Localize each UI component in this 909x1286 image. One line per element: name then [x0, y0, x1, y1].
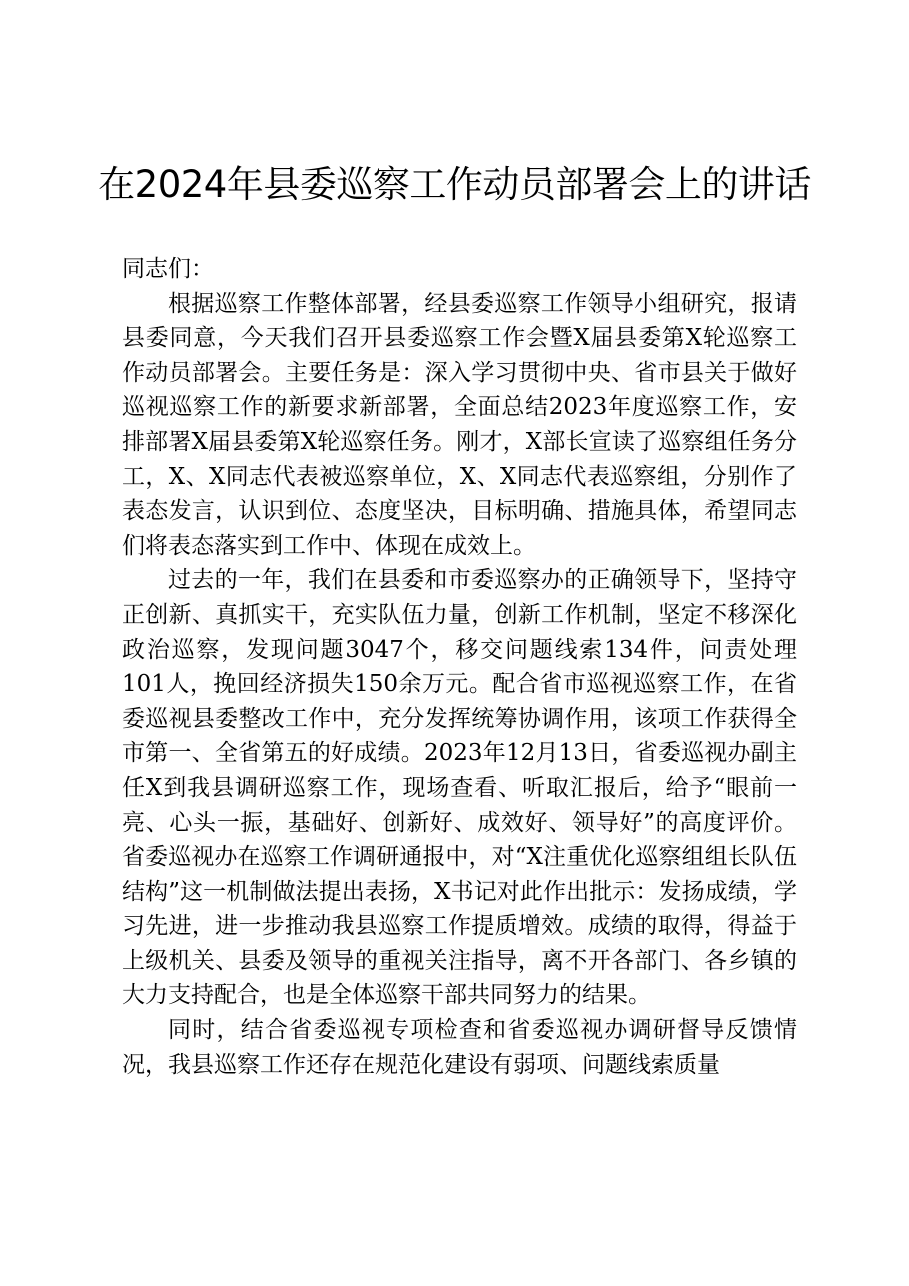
paragraph-3: 同时，结合省委巡视专项检查和省委巡视办调研督导反馈情况，我县巡察工作还存在规范化建设有弱项、问题线索质量: [122, 1017, 797, 1078]
document-body: [122, 252, 797, 1082]
paragraph-2: 过去的一年，我们在县委和市委巡察办的正确领导下，坚持守正创新、真抓实干，充实队伍力量，创新工作机制，坚定不移深化政治巡察，发现问题3047个，移交问题线索134件，问责处理101人，挽回经济损失150余万元。配合省市巡视巡察工作，在省委巡视县委整改工作中，充分发挥统筹协调作用，该项工作获得全市第一、全省第五的好成绩。2023年12月13日，省委巡视办副主任X到我县调研巡察工作，现场查看、听取汇报后，给予“眼前一亮、心头一振，基础好、创新好、成效好、领导好”的高度评价。省委巡视办在巡察工作调研通报中，对“X注重优化巡察组组长队伍结构”这一机制做法提出表扬，X书记对此作出批示：发扬成绩，学习先进，进一步推动我县巡察工作提质增效。成绩的取得，得益于上级机关、县委及领导的重视关注指导，离不开各部门、各乡镇的大力支持配合，也是全体巡察干部共同努力的结果。: [122, 567, 797, 1009]
paragraph-1: 根据巡察工作整体部署，经县委巡察工作领导小组研究，报请县委同意，今天我们召开县委巡察工作会暨X届县委第X轮巡察工作动员部署会。主要任务是：深入学习贯彻中央、省市县关于做好巡视巡察工作的新要求新部署，全面总结2023年度巡察工作，安排部署X届县委第X轮巡察任务。刚才，X部长宣读了巡察组任务分工，X、X同志代表被巡察单位，X、X同志代表巡察组，分别作了表态发言，认识到位、态度坚决，目标明确、措施具体，希望同志们将表态落实到工作中、体现在成效上。: [122, 290, 797, 559]
document-title: 在2024年县委巡察工作动员部署会上的讲话: [98, 163, 811, 206]
salutation: 同志们：: [122, 256, 214, 282]
